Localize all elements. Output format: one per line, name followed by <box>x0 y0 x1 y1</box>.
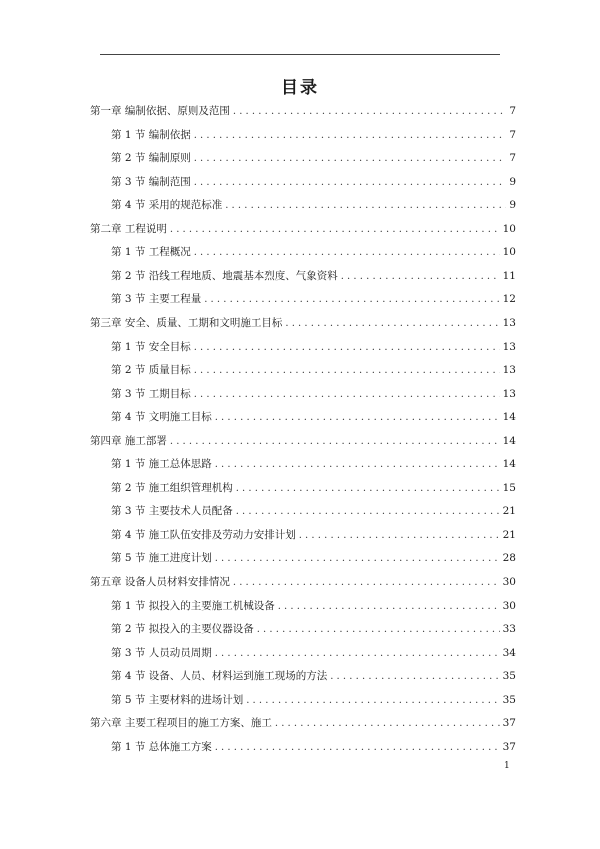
toc-section-entry[interactable] <box>111 692 516 712</box>
toc-entry-page: 9 <box>509 175 516 188</box>
toc-entry-page: 14 <box>502 434 516 447</box>
toc-dot-leader <box>194 177 507 188</box>
toc-entry-label: 第 3 节 人员动员周期 <box>111 646 212 659</box>
toc-entry-label: 第五章 设备人员材料安排情况 <box>90 576 230 588</box>
toc-dot-leader <box>194 342 500 353</box>
toc-dot-leader <box>215 412 500 423</box>
toc-dot-leader <box>233 106 506 117</box>
toc-entry-label: 第 5 节 主要材料的进场计划 <box>111 693 244 706</box>
toc-entry-label: 第六章 主要工程项目的施工方案、施工 <box>90 717 272 730</box>
toc-chapter-entry[interactable] <box>90 574 516 594</box>
toc-entry-page: 7 <box>509 152 516 165</box>
toc-section-entry[interactable] <box>111 197 516 217</box>
toc-entry-page: 7 <box>509 128 516 141</box>
toc-entry-label: 第一章 编制依据、原则及范围 <box>90 105 230 117</box>
toc-entry-label: 第 4 节 文明施工目标 <box>111 411 212 424</box>
toc-entry-page: 13 <box>502 340 516 353</box>
toc-entry-page: 37 <box>502 717 516 730</box>
toc-dot-leader <box>204 294 499 305</box>
toc-entry-label: 第 2 节 施工组织管理机构 <box>111 481 233 494</box>
toc-entry-page: 28 <box>502 552 516 565</box>
toc-entry-label: 第 2 节 质量目标 <box>111 364 191 377</box>
toc-dot-leader <box>215 553 500 564</box>
toc-entry-label: 第 4 节 施工队伍安排及劳动力安排计划 <box>111 528 296 541</box>
toc-entry-label: 第 1 节 施工总体思路 <box>111 458 212 471</box>
toc-dot-leader <box>233 577 500 588</box>
toc-section-entry[interactable] <box>111 668 516 688</box>
toc-dot-leader <box>194 389 500 400</box>
toc-entry-label: 第 3 节 主要工程量 <box>111 293 202 306</box>
toc-entry-page: 30 <box>502 576 516 588</box>
toc-chapter-entry[interactable] <box>90 315 516 335</box>
toc-section-entry[interactable] <box>111 386 516 406</box>
toc-section-entry[interactable] <box>111 409 516 429</box>
toc-dot-leader <box>170 224 500 235</box>
toc-entry-label: 第 1 节 编制依据 <box>111 128 191 141</box>
toc-entry-page: 9 <box>509 199 516 212</box>
toc-section-entry[interactable] <box>111 150 516 170</box>
toc-entry-label: 第 1 节 总体施工方案 <box>111 740 212 753</box>
toc-entry-label: 第 2 节 沿线工程地质、地震基本烈度、气象资料 <box>111 269 338 282</box>
toc-dot-leader <box>257 624 500 635</box>
toc-section-entry[interactable] <box>111 174 516 194</box>
toc-section-entry[interactable] <box>111 291 516 311</box>
toc-entry-label: 第 3 节 编制范围 <box>111 175 191 188</box>
toc-entry-page: 33 <box>502 623 516 636</box>
toc-section-entry[interactable] <box>111 268 516 288</box>
toc-entry-label: 第 2 节 编制原则 <box>111 152 191 165</box>
toc-entry-page: 14 <box>502 458 516 471</box>
toc-dot-leader <box>236 506 500 517</box>
toc-section-entry[interactable] <box>111 527 516 547</box>
toc-dot-leader <box>194 247 500 258</box>
toc-section-entry[interactable] <box>111 480 516 500</box>
toc-entry-label: 第四章 施工部署 <box>90 434 167 447</box>
toc-entry-page: 11 <box>502 269 516 282</box>
toc-entry-page: 21 <box>502 505 516 518</box>
toc-entry-label: 第 1 节 工程概况 <box>111 246 191 259</box>
toc-entry-label: 第 2 节 拟投入的主要仪器设备 <box>111 623 254 636</box>
toc-section-entry[interactable] <box>111 503 516 523</box>
toc-entry-page: 35 <box>502 693 516 706</box>
toc-title: 目录 <box>281 78 319 98</box>
toc-entry-page: 14 <box>502 411 516 424</box>
toc-entry-page: 13 <box>502 316 516 329</box>
toc-dot-leader <box>170 436 500 447</box>
toc-entry-label: 第 3 节 主要技术人员配备 <box>111 505 233 518</box>
toc-dot-leader <box>278 601 500 612</box>
toc-section-entry[interactable] <box>111 362 516 382</box>
page-number: 1 <box>504 761 510 771</box>
toc-section-entry[interactable] <box>111 244 516 264</box>
toc-entry-label: 第二章 工程说明 <box>90 222 167 235</box>
toc-dot-leader <box>330 671 499 682</box>
toc-entry-label: 第三章 安全、质量、工期和文明施工目标 <box>90 316 283 329</box>
toc-dot-leader <box>215 459 500 470</box>
toc-section-entry[interactable] <box>111 456 516 476</box>
toc-entry-page: 13 <box>502 387 516 400</box>
toc-section-entry[interactable] <box>111 739 516 759</box>
toc-chapter-entry[interactable] <box>90 103 516 123</box>
toc-entry-page: 13 <box>502 364 516 377</box>
toc-entry-page: 30 <box>502 599 516 612</box>
toc-entry-page: 7 <box>509 105 516 117</box>
toc-dot-leader <box>246 695 499 706</box>
toc-entry-page: 10 <box>502 222 516 235</box>
toc-dot-leader <box>194 153 507 164</box>
toc-dot-leader <box>285 318 499 329</box>
header-rule <box>100 54 500 55</box>
toc-entry-page: 10 <box>502 246 516 259</box>
toc-entry-page: 37 <box>502 740 516 753</box>
toc-entry-label: 第 3 节 工期目标 <box>111 387 191 400</box>
toc-dot-leader <box>236 483 500 494</box>
toc-dot-leader <box>275 718 500 729</box>
toc-section-entry[interactable] <box>111 645 516 665</box>
toc-chapter-entry[interactable] <box>90 221 516 241</box>
toc-entry-page: 21 <box>502 528 516 541</box>
toc-dot-leader <box>194 365 500 376</box>
toc-dot-leader <box>215 742 500 753</box>
toc-entry-label: 第 1 节 拟投入的主要施工机械设备 <box>111 599 275 612</box>
toc-entry-page: 12 <box>502 293 516 306</box>
toc-section-entry[interactable] <box>111 339 516 359</box>
toc-section-entry[interactable] <box>111 127 516 147</box>
toc-chapter-entry[interactable] <box>90 715 516 735</box>
toc-entry-label: 第 1 节 安全目标 <box>111 340 191 353</box>
toc-dot-leader <box>225 200 506 211</box>
toc-dot-leader <box>299 530 500 541</box>
toc-entry-page: 15 <box>502 481 516 494</box>
toc-chapter-entry[interactable] <box>90 433 516 453</box>
toc-entry-page: 35 <box>502 670 516 683</box>
toc-entry-label: 第 4 节 设备、人员、材料运到施工现场的方法 <box>111 670 328 683</box>
toc-section-entry[interactable] <box>111 598 516 618</box>
toc-entry-page: 34 <box>502 646 516 659</box>
toc-dot-leader <box>215 648 500 659</box>
toc-entry-label: 第 4 节 采用的规范标准 <box>111 199 223 212</box>
toc-entry-label: 第 5 节 施工进度计划 <box>111 552 212 565</box>
toc-dot-leader <box>341 271 500 282</box>
toc-dot-leader <box>194 130 507 141</box>
toc-section-entry[interactable] <box>111 550 516 570</box>
toc-section-entry[interactable] <box>111 621 516 641</box>
